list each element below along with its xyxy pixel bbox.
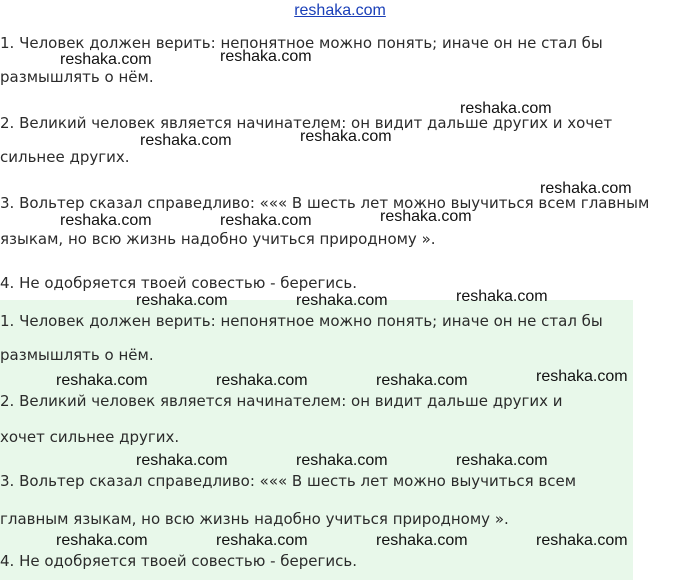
- question-line-1: 1. Человек должен верить: непонятное можно понять; иначе он не стал бы: [0, 34, 603, 52]
- watermark: reshaka.com: [456, 452, 548, 469]
- site-title-link[interactable]: reshaka.com: [294, 2, 386, 19]
- watermark: reshaka.com: [216, 532, 308, 549]
- answer-line-2: размышлять о нём.: [0, 346, 154, 364]
- watermark: reshaka.com: [456, 288, 548, 305]
- watermark: reshaka.com: [136, 292, 228, 309]
- watermark: reshaka.com: [216, 372, 308, 389]
- question-line-4: сильнее других.: [0, 148, 130, 166]
- question-line-3: 2. Великий человек является начинателем: он видит дальше других и хочет: [0, 114, 613, 132]
- watermark: reshaka.com: [376, 532, 468, 549]
- watermark: reshaka.com: [376, 372, 468, 389]
- answer-line-3: 2. Великий человек является начинателем: он видит дальше других и: [0, 392, 563, 410]
- watermark: reshaka.com: [296, 452, 388, 469]
- watermark: reshaka.com: [380, 208, 472, 225]
- answer-line-6: главным языкам, но всю жизнь надобно учиться природному ».: [0, 510, 509, 528]
- answer-line-7: 4. Не одобряется твоей совестью - берегись.: [0, 552, 357, 570]
- answer-line-4: хочет сильнее других.: [0, 428, 180, 446]
- watermark: reshaka.com: [56, 532, 148, 549]
- watermark: reshaka.com: [220, 48, 312, 65]
- question-line-7: 4. Не одобряется твоей совестью - берегись.: [0, 274, 357, 292]
- question-line-2: размышлять о нём.: [0, 68, 154, 86]
- watermark: reshaka.com: [56, 372, 148, 389]
- watermark: reshaka.com: [540, 180, 632, 197]
- question-line-5: 3. Вольтер сказал справедливо: ««« В шесть лет можно выучиться всем главным: [0, 194, 650, 212]
- watermark: reshaka.com: [536, 532, 628, 549]
- question-line-6: языкам, но всю жизнь надобно учиться природному ».: [0, 230, 436, 248]
- watermark: reshaka.com: [136, 452, 228, 469]
- watermark: reshaka.com: [536, 368, 628, 385]
- watermark: reshaka.com: [140, 132, 232, 149]
- watermark: reshaka.com: [60, 212, 152, 229]
- watermark: reshaka.com: [60, 51, 152, 68]
- answer-line-1: 1. Человек должен верить: непонятное можно понять; иначе он не стал бы: [0, 312, 603, 330]
- watermark: reshaka.com: [296, 292, 388, 309]
- watermark: reshaka.com: [460, 100, 552, 117]
- answer-line-5: 3. Вольтер сказал справедливо: ««« В шесть лет можно выучиться всем: [0, 472, 577, 490]
- watermark: reshaka.com: [220, 212, 312, 229]
- watermark: reshaka.com: [300, 128, 392, 145]
